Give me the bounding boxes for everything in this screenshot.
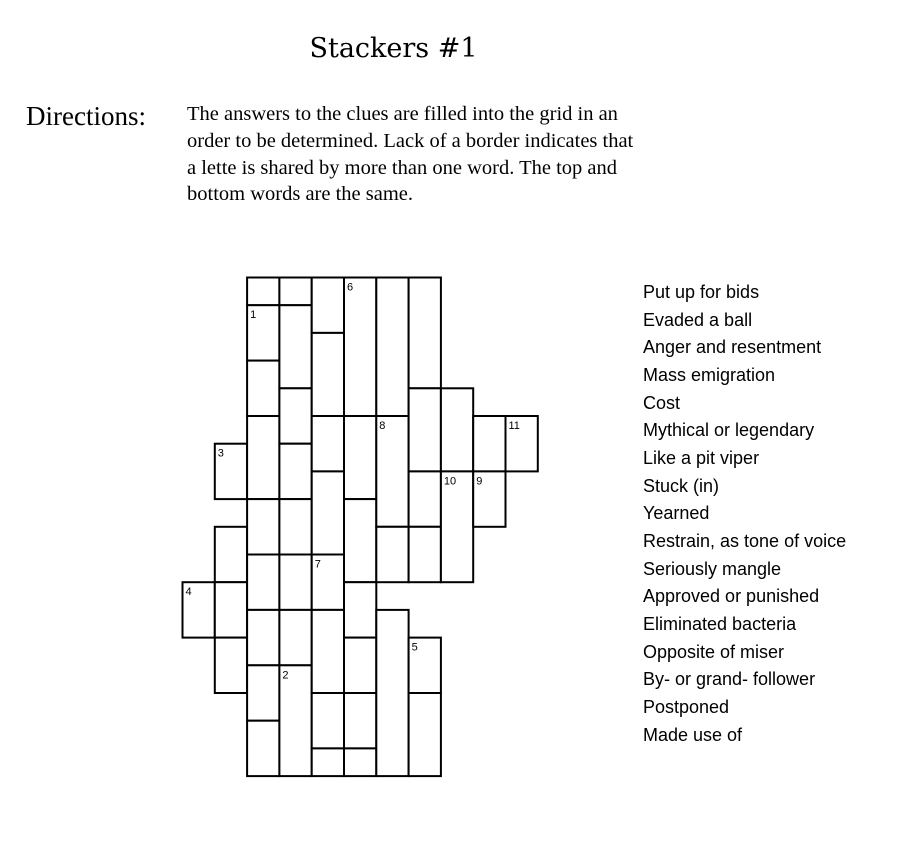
grid-cell[interactable] xyxy=(279,555,311,610)
grid-cell[interactable] xyxy=(279,499,311,554)
clue: Opposite of miser xyxy=(643,641,785,662)
clue: Seriously mangle xyxy=(643,558,782,579)
clue-number: 1 xyxy=(250,309,257,322)
grid-cell[interactable] xyxy=(279,278,311,306)
grid-cell[interactable] xyxy=(409,527,441,582)
grid-cell[interactable] xyxy=(312,610,344,693)
clue-number: 6 xyxy=(347,281,354,294)
directions-line: bottom words are the same. xyxy=(187,183,414,206)
clue: By- or grand- follower xyxy=(643,669,816,690)
directions-line: a lette is shared by more than one word. The top and xyxy=(187,156,617,179)
grid-cell[interactable] xyxy=(376,278,408,417)
clue: Put up for bids xyxy=(643,282,760,302)
grid-cell[interactable] xyxy=(247,665,279,720)
grid-cell[interactable] xyxy=(247,721,279,776)
clue: Yearned xyxy=(643,503,710,524)
grid-cell[interactable] xyxy=(344,748,376,776)
grid-cell[interactable] xyxy=(247,499,279,554)
clue-number: 9 xyxy=(476,475,483,488)
clue-list xyxy=(643,279,846,749)
grid-cell[interactable] xyxy=(247,361,279,416)
clue: Mythical or legendary xyxy=(643,420,815,441)
grid-cell[interactable] xyxy=(312,693,344,748)
grid-cell[interactable] xyxy=(344,278,376,417)
clue: Approved or punished xyxy=(643,586,820,607)
clue-number: 11 xyxy=(508,420,520,432)
grid-cell[interactable] xyxy=(376,416,408,527)
clue: Eliminated bacteria xyxy=(643,613,797,634)
grid-cell[interactable] xyxy=(409,471,441,526)
grid-cell[interactable] xyxy=(376,527,408,582)
grid-cell[interactable] xyxy=(312,333,344,416)
grid-cell[interactable] xyxy=(279,305,311,388)
clue-number: 2 xyxy=(282,669,289,682)
grid-cell[interactable] xyxy=(215,582,247,637)
grid-cell[interactable] xyxy=(376,610,408,776)
clue: Stuck (in) xyxy=(643,475,720,496)
grid-cell[interactable] xyxy=(312,278,344,333)
grid-cell[interactable] xyxy=(247,555,279,610)
grid-cell[interactable] xyxy=(247,416,279,499)
clue-number: 4 xyxy=(185,586,192,599)
grid-cell[interactable] xyxy=(344,693,376,748)
page-title: Stackers #1 xyxy=(309,33,478,64)
grid-cell[interactable] xyxy=(344,416,376,499)
grid-cell[interactable] xyxy=(279,388,311,443)
clue: Mass emigration xyxy=(643,364,776,385)
clue: Evaded a ball xyxy=(643,309,753,330)
clue-number: 7 xyxy=(314,558,321,571)
clue-number: 8 xyxy=(379,420,386,432)
grid-cell[interactable] xyxy=(344,499,376,582)
grid-cell[interactable] xyxy=(441,388,473,471)
clue: Postponed xyxy=(643,696,730,717)
grid-cell[interactable] xyxy=(312,416,344,471)
clue: Anger and resentment xyxy=(643,337,822,358)
grid-cell[interactable] xyxy=(441,471,473,582)
grid-cell[interactable] xyxy=(344,638,376,693)
clue: Cost xyxy=(643,392,681,413)
clue-number: 10 xyxy=(443,475,457,488)
clue: Restrain, as tone of voice xyxy=(643,530,847,551)
grid-cell[interactable] xyxy=(312,471,344,554)
clue: Made use of xyxy=(643,724,743,745)
grid-cell[interactable] xyxy=(279,444,311,499)
grid-cell[interactable] xyxy=(409,388,441,471)
grid-cell[interactable] xyxy=(473,416,505,471)
grid-cell[interactable] xyxy=(215,638,247,693)
grid-cell[interactable] xyxy=(279,665,311,776)
directions-line: The answers to the clues are filled into the grid in an xyxy=(187,103,618,125)
grid-cell[interactable] xyxy=(409,693,441,776)
grid-cell[interactable] xyxy=(247,278,279,306)
grid-cell[interactable] xyxy=(247,610,279,665)
grid-cell[interactable] xyxy=(312,748,344,776)
directions-line: order to be determined. Lack of a border indicates that xyxy=(187,129,634,152)
grid-cell[interactable] xyxy=(344,582,376,637)
clue-number: 3 xyxy=(217,447,224,460)
grid-cell[interactable] xyxy=(409,278,441,389)
grid-cell[interactable] xyxy=(215,527,247,582)
clue: Like a pit viper xyxy=(643,447,760,468)
directions-label: Directions: xyxy=(26,101,146,131)
grid-cell[interactable] xyxy=(279,610,311,665)
clue-number: 5 xyxy=(411,641,418,654)
